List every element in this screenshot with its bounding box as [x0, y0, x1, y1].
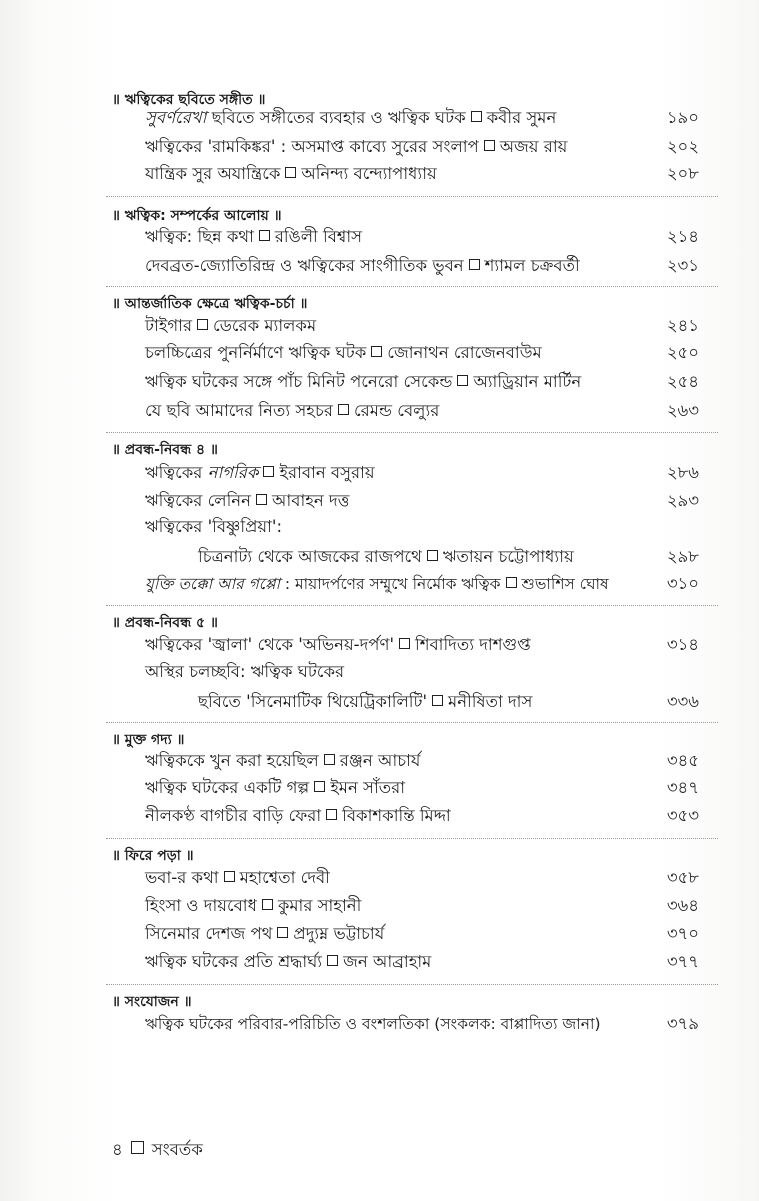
square-bullet-icon	[457, 375, 468, 386]
toc-entry	[0, 749, 759, 773]
square-bullet-icon	[432, 695, 443, 706]
entry-page: ৩৫৮	[666, 868, 699, 887]
section-heading: ॥ মুক্ত গদ্য ॥	[112, 732, 185, 748]
toc-entry	[0, 461, 759, 485]
toc-entry	[0, 804, 759, 828]
toc-entry	[0, 1012, 759, 1036]
entry-film-title: নাগরিক	[207, 463, 259, 482]
toc-entry	[0, 660, 759, 684]
divider	[106, 196, 718, 197]
square-bullet-icon	[471, 111, 482, 122]
entry-page: ৩৩৬	[666, 692, 699, 711]
square-bullet-icon	[324, 754, 335, 765]
entry-page: ২৯৮	[666, 547, 699, 566]
square-bullet-icon	[262, 899, 273, 910]
footer-publication-name: সংবর্তক	[151, 1140, 203, 1159]
square-bullet-icon	[326, 809, 337, 820]
toc-entry	[0, 776, 759, 800]
entry-title: নীলকণ্ঠ বাগচীর বাড়ি ফেরা	[145, 806, 322, 825]
section-heading: ॥ সংযোজন ॥	[112, 994, 192, 1010]
toc-entry	[0, 225, 759, 249]
square-bullet-icon	[131, 1141, 144, 1154]
entry-page: ৩৭০	[666, 924, 699, 943]
divider	[106, 286, 718, 287]
entry-author: কুমার সাহানী	[277, 896, 362, 915]
square-bullet-icon	[263, 466, 274, 477]
entry-page: ২৩১	[666, 256, 699, 275]
entry-title: ঋত্বিকের 'বিষ্ণুপ্রিয়া':	[145, 517, 283, 536]
entry-author: ঋতায়ন চট্টোপাধ্যায়	[442, 547, 574, 566]
toc-entry	[0, 135, 759, 159]
entry-page: ২৪১	[666, 316, 699, 335]
entry-page: ২০২	[666, 137, 699, 156]
entry-author: রেমন্ড বেল্যুর	[353, 401, 440, 420]
entry-title: ঋত্বিকের 'রামকিঙ্কর' : অসমাপ্ত কাব্যে সুরের সংলাপ	[145, 137, 479, 156]
square-bullet-icon	[285, 167, 296, 178]
square-bullet-icon	[314, 781, 325, 792]
entry-title: ঋত্বিকের লেনিন	[145, 491, 252, 510]
divider	[106, 722, 718, 723]
entry-title: ঋত্বিকের 'জ্বালা' থেকে 'অভিনয়-দর্পণ'	[145, 635, 395, 654]
entry-page: ৩৫৩	[666, 806, 699, 825]
toc-entry	[0, 341, 759, 365]
entry-title: ঋত্বিকের	[145, 463, 208, 482]
entry-page: ৩৬৪	[666, 896, 699, 915]
divider	[106, 838, 718, 839]
entry-author: অ্যাড্রিয়ান মার্টিন	[473, 372, 582, 391]
entry-author: রঙিলী বিশ্বাস	[274, 227, 363, 246]
entry-page: ২৮৬	[666, 463, 699, 482]
divider	[106, 984, 718, 985]
section-heading: ॥ ফিরে পড়া ॥	[112, 848, 194, 864]
entry-page: ৩১৪	[666, 635, 699, 654]
entry-author: মহাশ্বেতা দেবী	[239, 868, 330, 887]
entry-page: ২৫৪	[666, 372, 699, 391]
entry-page: ৩৭৯	[666, 1014, 699, 1033]
entry-title: যে ছবি আমাদের নিত্য সহচর	[145, 401, 333, 420]
toc-entry	[0, 633, 759, 657]
entry-page: ২৫০	[666, 343, 699, 362]
square-bullet-icon	[427, 550, 438, 561]
section-heading: ॥ আন্তর্জাতিক ক্ষেত্রে ঋত্বিক-চর্চা ॥	[112, 296, 308, 312]
entry-page: ২৯৩	[666, 491, 699, 510]
entry-title: : মায়াদর্পণের সম্মুখে নির্মোক ঋত্বিক	[279, 575, 501, 593]
toc-entry	[0, 370, 759, 394]
divider	[106, 605, 718, 606]
entry-author: বিকাশকান্তি মিদ্দা	[342, 806, 451, 825]
entry-title: ঋত্বিক: ছিন্ন কথা	[145, 227, 254, 246]
entry-title: সিনেমার দেশজ পথ	[145, 924, 273, 943]
square-bullet-icon	[224, 871, 235, 882]
section-heading: ॥ ঋত্বিকের ছবিতে সঙ্গীত ॥	[112, 92, 266, 108]
entry-page: ১৯০	[666, 108, 699, 127]
toc-entry	[0, 254, 759, 278]
entry-title: চিত্রনাট্য থেকে আজকের রাজপথে	[198, 547, 422, 566]
entry-title: যান্ত্রিক সুর অযান্ত্রিকে	[145, 164, 281, 183]
entry-title: ঋত্বিক ঘটকের একটি গল্প	[145, 778, 310, 797]
entry-author: শুভাশিস ঘোষ	[521, 575, 609, 593]
entry-author: ইমন সাঁতরা	[330, 778, 405, 797]
toc-entry	[0, 866, 759, 890]
toc-entry	[0, 572, 759, 596]
entry-film-title: যুক্তি তক্কো আর গপ্পো	[145, 575, 280, 593]
entry-author: অনিন্দ্য বন্দ্যোপাধ্যায়	[301, 164, 437, 183]
entry-author: জন আব্রাহাম	[343, 952, 432, 971]
entry-author: শ্যামল চক্রবর্তী	[484, 256, 580, 275]
toc-entry	[0, 690, 759, 714]
square-bullet-icon	[259, 230, 270, 241]
entry-page: ৩৪৭	[666, 778, 699, 797]
section-heading: ॥ প্রবন্ধ-নিবন্ধ ৫ ॥	[112, 615, 218, 631]
entry-author: ডেরেক ম্যালকম	[213, 316, 317, 335]
page-footer	[112, 1137, 203, 1164]
entry-title: ভবা-র কথা	[145, 868, 219, 887]
entry-page: ২৬৩	[666, 401, 699, 420]
entry-title: চলচ্চিত্রের পুনর্নির্মাণে ঋত্বিক ঘটক	[145, 343, 367, 362]
entry-author: কবীর সুমন	[486, 108, 557, 127]
entry-title: টাইগার	[145, 316, 193, 335]
entry-author: ইরাবান বসুরায়	[279, 463, 375, 482]
toc-entry	[0, 162, 759, 186]
entry-page: ২০৮	[666, 164, 699, 183]
entry-author: অজয় রায়	[499, 137, 568, 156]
toc-entry	[0, 515, 759, 539]
square-bullet-icon	[469, 259, 480, 270]
toc-entry	[0, 106, 759, 130]
footer-page-number: ৪	[112, 1140, 123, 1159]
entry-page: ৩৭৭	[666, 952, 699, 971]
entry-title: ঋত্বিককে খুন করা হয়েছিল	[145, 751, 319, 770]
entry-author: আবাহন দত্ত	[272, 491, 350, 510]
section-heading: ॥ ঋত্বিক: সম্পর্কের আলোয় ॥	[112, 208, 282, 224]
entry-title: ঋত্বিক ঘটকের প্রতি শ্রদ্ধার্ঘ্য	[145, 952, 323, 971]
entry-author: শিবাদিত্য দাশগুপ্ত	[415, 635, 531, 654]
entry-title: অস্থির চলচ্ছবি: ঋত্বিক ঘটকের	[145, 662, 345, 681]
square-bullet-icon	[484, 140, 495, 151]
entry-author: প্রদ্যুম্ন ভট্টাচার্য	[293, 924, 385, 943]
entry-page: ৩৪৫	[666, 751, 699, 770]
entry-page: ৩১০	[666, 574, 699, 593]
entry-author: মনীষিতা দাস	[448, 692, 533, 711]
square-bullet-icon	[399, 638, 410, 649]
toc-entry	[0, 922, 759, 946]
square-bullet-icon	[327, 955, 338, 966]
entry-title: ছবিতে সঙ্গীতের ব্যবহার ও ঋত্বিক ঘটক	[206, 108, 466, 127]
square-bullet-icon	[197, 319, 208, 330]
square-bullet-icon	[277, 927, 288, 938]
square-bullet-icon	[506, 577, 517, 588]
toc-entry	[0, 545, 759, 569]
entry-title: ছবিতে 'সিনেমাটিক থিয়েট্রিকালিটি'	[198, 692, 428, 711]
entry-title: দেবব্রত-জ্যোতিরিন্দ্র ও ঋত্বিকের সাংগীতিক ভুবন	[145, 256, 464, 275]
entry-title: হিংসা ও দায়বোধ	[145, 896, 257, 915]
square-bullet-icon	[338, 404, 349, 415]
divider	[106, 432, 718, 433]
toc-entry	[0, 399, 759, 423]
entry-author: রঞ্জন আচার্য	[339, 751, 421, 770]
toc-entry	[0, 950, 759, 974]
entry-title: ঋত্বিক ঘটকের পরিবার-পরিচিতি ও বংশলতিকা (সংকলক: বাপ্পাদিত্য জানা)	[145, 1015, 601, 1033]
entry-title: ঋত্বিক ঘটকের সঙ্গে পাঁচ মিনিট পনেরো সেকেন্ড	[145, 372, 453, 391]
toc-entry	[0, 489, 759, 513]
entry-author: জোনাথন রোজেনবাউম	[387, 343, 542, 362]
entry-film-title: সুবর্ণরেখা	[145, 108, 207, 127]
toc-entry	[0, 894, 759, 918]
toc-entry	[0, 314, 759, 338]
entry-page: ২১৪	[666, 227, 699, 246]
section-heading: ॥ প্রবন্ধ-নিবন্ধ ৪ ॥	[112, 442, 218, 458]
square-bullet-icon	[256, 494, 267, 505]
square-bullet-icon	[371, 346, 382, 357]
